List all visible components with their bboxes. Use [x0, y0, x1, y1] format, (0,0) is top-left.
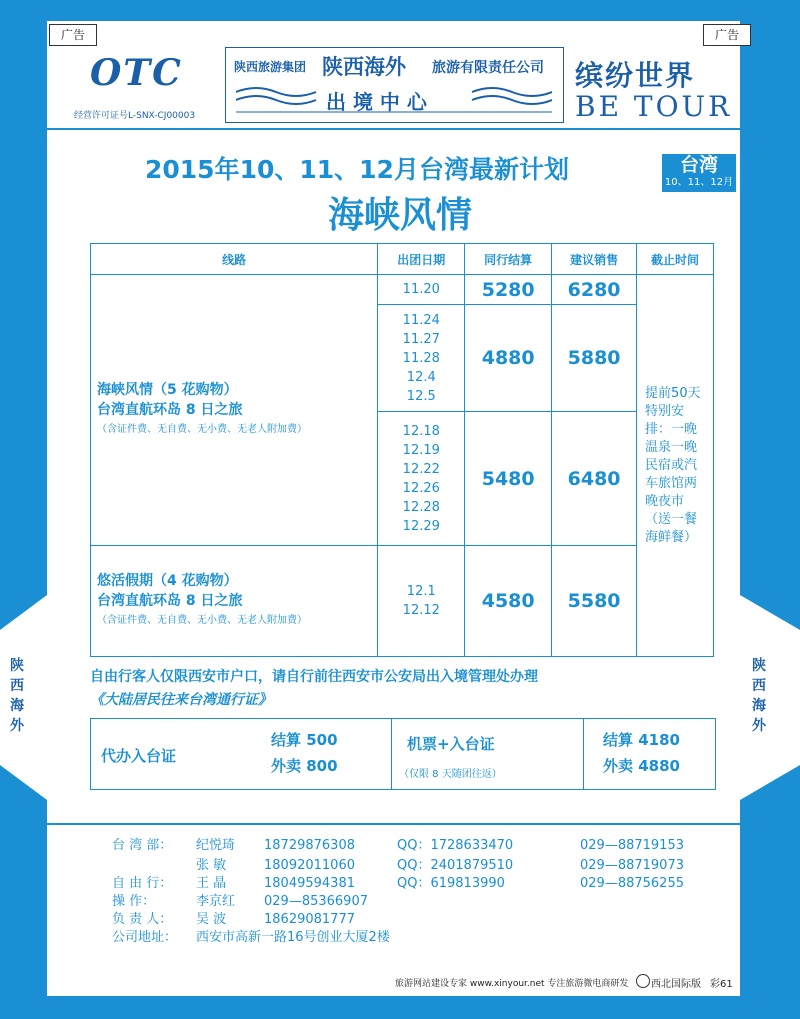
header-route: 线路	[91, 244, 378, 275]
page-subtitle: 海峡风情	[327, 194, 472, 236]
footer-page: 彩61	[710, 979, 733, 990]
contact-mobile: 029—85366907	[264, 894, 368, 909]
route-note: （含证件费、无自费、无小费、无老人附加费）	[97, 424, 307, 435]
contact-role: 负 责 人：	[112, 912, 173, 927]
date: 12.18	[402, 423, 440, 439]
route-cell-1	[91, 275, 378, 546]
header-date: 出团日期	[378, 244, 465, 275]
route-note: （含证件费、无自费、无小费、无老人附加费）	[97, 615, 307, 626]
deadline-cell: 提前50天特别安排：一晚温泉一晚民宿或汽车旅馆两晚夜市（送一餐海鲜餐）	[637, 275, 714, 657]
notice-line2: 《大陆居民往来台湾通行证》	[90, 692, 272, 708]
contact-mobile: 18092011060	[264, 858, 355, 873]
contact-name: 张 敏	[196, 858, 227, 873]
brand-cn: 缤纷世界	[575, 59, 696, 92]
brand-en: BE TOUR	[575, 90, 733, 123]
header-retail: 建议销售	[552, 244, 637, 275]
contact-name: 吴 波	[196, 912, 227, 927]
trade-price: 4880	[465, 305, 552, 412]
company-suffix: 旅游有限责任公司	[432, 60, 544, 76]
footer-edition: 西北国际版	[651, 979, 701, 990]
date: 12.29	[402, 518, 440, 534]
side-label: 陕西海外	[10, 658, 24, 734]
tag-name: 台湾	[679, 154, 718, 176]
contact-role: 台 湾 部：	[112, 838, 173, 853]
contact-name: 王 晶	[196, 876, 227, 891]
visa-divider	[583, 719, 584, 789]
visa-sell: 外卖 800	[271, 757, 338, 775]
destination-tag	[662, 154, 736, 192]
date: 12.5	[406, 388, 436, 404]
table-row	[91, 275, 714, 305]
edition-seal-icon	[636, 974, 650, 988]
header-trade: 同行结算	[465, 244, 552, 275]
contact-qq: QQ：2401879510	[397, 858, 514, 873]
trade-price: 4580	[465, 546, 552, 657]
contact-mobile: 18629081777	[264, 912, 355, 927]
group-name: 陕西旅游集团	[234, 60, 307, 74]
combo-sell: 外卖 4880	[603, 757, 680, 775]
date: 12.22	[402, 461, 440, 477]
contact-mobile: 18049594381	[264, 876, 355, 891]
contact-name: 纪悦琦	[196, 838, 236, 853]
contact-role: 自 由 行：	[112, 876, 173, 891]
contact-role: 操 作：	[112, 894, 156, 909]
visa-box	[90, 718, 716, 790]
retail-price: 6480	[552, 412, 637, 546]
contact-qq: QQ：619813990	[397, 876, 505, 891]
date-cell: 11.20	[378, 275, 465, 305]
date-cell	[378, 305, 465, 412]
combo-label: 机票+入台证	[407, 735, 495, 753]
date: 11.27	[402, 331, 440, 347]
visa-settle: 结算 500	[271, 731, 338, 749]
route-cell-2	[91, 546, 378, 657]
route-line2: 台湾直航环岛 8 日之旅	[97, 402, 243, 418]
notice-line1: 自由行客人仅限西安市户口，请自行前往西安市公安局出入境管理处办理	[90, 669, 538, 685]
page-title: 2015年10、11、12月台湾最新计划	[145, 155, 569, 184]
visa-label: 代办入台证	[101, 747, 177, 765]
route-name: 悠活假期（4 花购物）	[97, 573, 238, 589]
contact-qq: QQ：1728633470	[397, 838, 514, 853]
contacts-divider	[47, 823, 740, 825]
contact-mobile: 18729876308	[264, 838, 355, 853]
date: 12.1	[406, 584, 436, 599]
contact-name: 李京红	[196, 894, 236, 909]
contact-tel: 029—88719073	[580, 858, 684, 873]
ad-tag-right: 广告	[703, 24, 751, 46]
outbound-center: 出 境 中 心	[326, 90, 427, 114]
trade-price: 5280	[465, 275, 552, 305]
retail-price: 6280	[552, 275, 637, 305]
contact-tel: 029—88719153	[580, 838, 684, 853]
ad-tag-left: 广告	[49, 24, 97, 46]
contact-tel: 029—88756255	[580, 876, 684, 891]
date: 12.28	[402, 499, 440, 515]
date: 12.19	[402, 442, 440, 458]
date: 11.28	[402, 350, 440, 366]
header-divider	[47, 128, 740, 130]
side-text-right	[747, 656, 771, 736]
date: 12.12	[402, 603, 440, 618]
combo-settle: 结算 4180	[603, 731, 680, 749]
table-row	[91, 546, 714, 657]
footer-text: 旅游网站建设专家 www.xinyour.net 专注旅游微电商研发	[395, 979, 629, 989]
date: 12.4	[406, 369, 436, 385]
date-cell	[378, 546, 465, 657]
combo-note: （仅限 8 天随团往返）	[399, 769, 502, 780]
date: 12.26	[402, 480, 440, 496]
company-main: 陕西海外	[322, 54, 406, 79]
retail-price: 5880	[552, 305, 637, 412]
header-deadline: 截止时间	[637, 244, 714, 275]
company-box	[225, 47, 564, 123]
date: 11.24	[402, 312, 440, 328]
side-label: 陕西海外	[752, 658, 766, 734]
trade-price: 5480	[465, 412, 552, 546]
retail-price: 5580	[552, 546, 637, 657]
license-number: 经营许可证号L-SNX-CJ00003	[74, 111, 196, 121]
otc-logo: OTC	[90, 52, 183, 94]
company-address: 西安市高新一路16号创业大厦2楼	[196, 930, 390, 945]
side-text-left	[5, 656, 29, 736]
tag-months: 10、11、12月	[664, 177, 734, 188]
date-cell	[378, 412, 465, 546]
route-name: 海峡风情（5 花购物）	[97, 382, 238, 398]
pricing-table	[90, 243, 714, 657]
route-line2: 台湾直航环岛 8 日之旅	[97, 593, 243, 609]
contact-role: 公司地址：	[112, 930, 178, 945]
